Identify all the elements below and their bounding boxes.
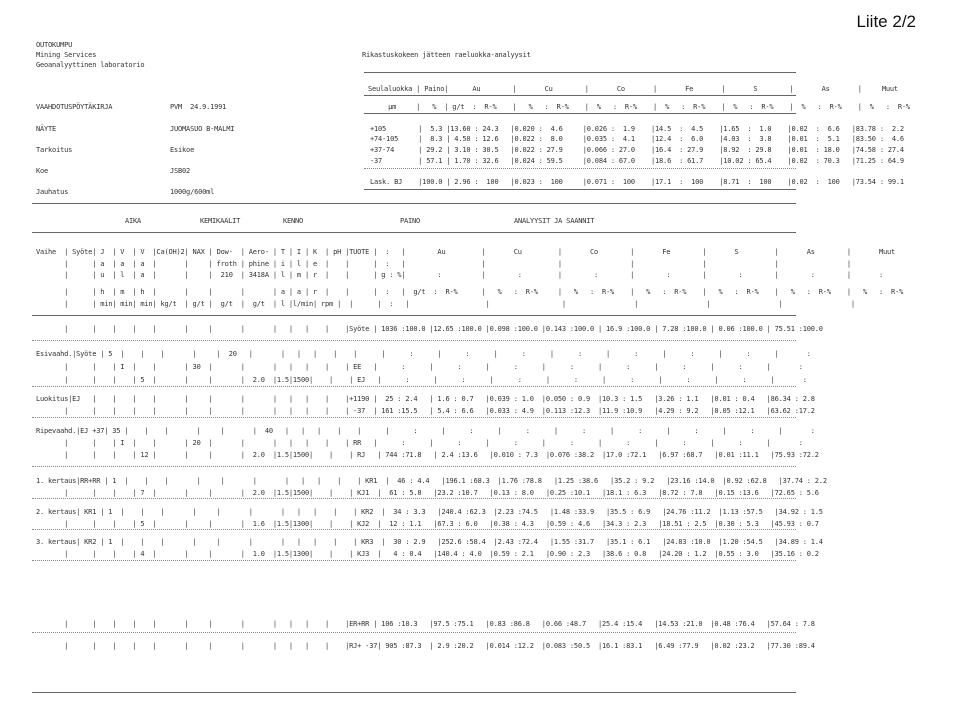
sieve-table-header-1: Seulaluokka | Paino| Au | Cu | Co | Fe | S | As | Muut: [368, 85, 898, 93]
laboratory-name: Geoanalyyttinen laboratorio: [36, 61, 145, 69]
group-header-chemicals: KEMIKAALIT: [200, 217, 241, 225]
column-header-row: | | a | a | a | | | froth | phine | i | l | e | | | : | | | | | | |: [36, 260, 851, 268]
table-row: 2. kertaus| KR1 | 1 | | | | | | | | | | | KR2 | 34 : 3.3 |240.4 :62.3 |2.23 :74.5 |1.48 :33.9 |35.5 : 6.9 |24.76 :11.2 |1.13 :57.5 |34.92 : 1.5: [36, 508, 823, 516]
company-division: Mining Services: [36, 51, 97, 59]
info-value-date: PVM 24.9.1991: [170, 103, 227, 111]
sieve-table-top-rule: [364, 72, 796, 73]
table-row: | | | I | | | 30 | | | | | | | EE | : | : | : | : | : | : | : | :: [36, 363, 803, 371]
info-label-sample: NÄYTE: [36, 125, 57, 133]
sieve-row: -37 | 57.1 | 1.70 : 32.6 |0.024 : 59.5 |0.084 : 67.0 |18.6 : 61.7 |10.02 : 65.4 |0.02 : 70.3 |71.25 : 64.9: [370, 157, 904, 165]
table-row: | | | | 7 | | | | 2.0 |1.5|1500| | | KJ1 | 61 : 5.8 |23.2 :10.7 |0.13 : 8.0 |0.25 :10.1 |18.1 : 6.3 |8.72 : 7.8 |0.15 :13.6 |72.65 : 5.6: [36, 489, 819, 497]
stage-separator: [32, 386, 796, 387]
stage-separator: [32, 632, 796, 633]
attachment-label: Liite 2/2: [856, 12, 916, 31]
table-row: | | | I | | | 20 | | | | | | | RR | : | : | : | : | : | : | : | :: [36, 439, 803, 447]
table-row: | | | | | | | | | | | | |ER+RR | 106 :10.3 |97.5 :75.1 |0.83 :86.8 |0.66 :48.7 |25.4 :15.4 |14.53 :21.0 |0.48 :76.4 |57.64 : 7.8: [36, 620, 815, 628]
stage-separator: [32, 340, 796, 341]
table-row: Esivaahd.|Syöte | 5 | | | | | 20 | | | | | | | : | : | : | : | : | : | : | :: [36, 350, 811, 358]
column-header-row: | | u | l | a | | | 210 | 3418A | l | m | r | | | g : %| : | : | : | : | : | : | :: [36, 271, 884, 279]
info-label-grinding: Jauhatus: [36, 188, 69, 196]
main-table-rule: [32, 232, 796, 233]
sieve-row: +74-105 | 8.3 | 4.50 : 12.6 |0.022 : 8.0 |0.035 : 4.1 |12.4 : 6.0 |4.03 : 3.8 |0.01 : 5.1 |83.50 : 4.6: [370, 135, 904, 143]
table-row: | | | | 4 | | | | 1.0 |1.5|1300| | | KJ3 | 4 : 0.4 |140.4 : 4.0 |0.59 : 2.1 |0.90 : 2.3 |38.6 : 0.8 |24.20 : 1.2 |0.55 : 3.0 |35.16 : 0.2: [36, 550, 819, 558]
table-row: Luokitus|EJ | | | | | | | | | | | |+1190 | 25 : 2.4 | 1.6 : 0.7 |0.039 : 1.0 |0.050 : 0.9 |10.3 : 1.5 |3.26 : 1.1 |0.01 : 0.4 |86.34 : 2.8: [36, 395, 815, 403]
table-row: | | | | 5 | | | | 2.0 |1.5|1500| | | EJ | : | : | : | : | : | : | : | :: [36, 376, 807, 384]
sieve-table-rule: [364, 113, 796, 114]
sieve-row: +105 | 5.3 |13.60 : 24.3 |0.020 : 4.6 |0.026 : 1.9 |14.5 : 4.5 |1.65 : 1.0 |0.02 : 6.6 |83.78 : 2.2: [370, 125, 904, 133]
info-value-purpose: Esikoe: [170, 146, 195, 154]
table-row: Ripevaahd.|EJ +37| 35 | | | | | | 40 | | | | | | : | : | : | : | : | : | : | :: [36, 427, 815, 435]
column-header-row: | | min| min| min| kg/t | g/t | g/t | g/t | l |l/min| rpm | | | : | | | | | | |: [36, 300, 855, 308]
group-header-cell: KENNO: [283, 217, 304, 225]
stage-separator: [32, 466, 796, 467]
table-row: | | | | 5 | | | | 1.6 |1.5|1300| | | KJ2 | 12 : 1.1 |67.3 : 6.0 |0.38 : 4.3 |0.59 : 4.6 |34.3 : 2.3 |18.51 : 2.5 |0.30 : 5.3 |45.93 : 0.7: [36, 520, 819, 528]
stage-separator: [32, 560, 796, 561]
stage-separator: [32, 417, 796, 418]
stage-separator: [32, 529, 796, 530]
main-table-bottom-rule: [32, 692, 796, 693]
table-row: 3. kertaus| KR2 | 1 | | | | | | | | | | | KR3 | 30 : 2.9 |252.6 :58.4 |2.43 :72.4 |1.55 :31.7 |35.1 : 6.1 |24.83 :10.0 |1.20 :54.5 |34.89 : 1.4: [36, 538, 823, 546]
column-header-row: | | h | m | h | | | | | a | a | r | | | : | g/t : R-% | % : R-% | % : R-% | % : R-% | % : R-% | % : R-% | % : R-%: [36, 288, 904, 296]
table-row: | | | | | | | | | | | | | -37 | 161 :15.5 | 5.4 : 6.6 |0.033 : 4.9 |0.113 :12.3 |11.9 :10.9 |4.29 : 9.2 |0.05 :12.1 |63.62 :17.2: [36, 407, 815, 415]
group-header-time: AIKA: [125, 217, 142, 225]
table-row: | | | | | | | | | | | | |Syöte | 1036 :100.0 |12.65 :100.0 |0.098 :100.0 |0.143 :100.0 | 16.9 :100.0 | 7.28 :100.0 | 0.06 :100.0 | 75.51 :100.0: [36, 325, 823, 333]
info-value-test: JSB02: [170, 167, 191, 175]
company-name: OUTOKUMPU: [36, 41, 73, 49]
column-header-row: Vaihe | Syöte| J | V | V |Ca(OH)2| NAX | Dow- | Aero- | T | I | K | pH |TUOTE | : | Au | Cu | Co | Fe | S | As | Muut: [36, 248, 896, 256]
main-table-header-bottom-rule: [32, 315, 796, 316]
stage-separator: [32, 498, 796, 499]
info-label-test: Koe: [36, 167, 49, 175]
main-table-top-rule: [32, 203, 796, 204]
group-header-weight: PAINO: [400, 217, 421, 225]
sieve-table-rule: [364, 95, 796, 96]
group-header-analyses: ANALYYSIT JA SAANNIT: [514, 217, 595, 225]
info-label-purpose: Tarkoitus: [36, 146, 73, 154]
sieve-table-dotted-rule: [364, 168, 796, 169]
table-row: 1. kertaus|RR+RR | 1 | | | | | | | | | | | KR1 | 46 : 4.4 |196.1 :68.3 |1.76 :78.8 |1.25 :38.6 |35.2 : 9.2 |23.16 :14.0 |0.92 :62.8 |37.74 : 2.2: [36, 477, 827, 485]
info-value-grinding: 1000g/600ml: [170, 188, 215, 196]
table-row: | | | | | | | | | | | | |RJ+ -37| 905 :87.3 | 2.9 :20.2 |0.014 :12.2 |0.083 :50.5 |16.1 :83.1 |6.49 :77.9 |0.02 :23.2 |77.30 :89.4: [36, 642, 815, 650]
sieve-row-total: Lask. BJ |100.0 | 2.96 : 100 |0.023 : 100 |0.071 : 100 |17.1 : 100 |8.71 : 100 |0.02 : 100 |73.54 : 99.1: [370, 178, 904, 186]
info-label-protocol: VAAHDOTUSPÖYTÄKIRJA: [36, 103, 113, 111]
sieve-table-bottom-rule: [364, 189, 796, 190]
sieve-table-header-2: µm | % | g/t : R-% | % : R-% | % : R-% | % : R-% | % : R-% | % : R-% | % : R-%: [368, 103, 910, 111]
table-row: | | | | 12 | | | | 2.0 |1.5|1500| | | RJ | 744 :71.8 | 2.4 :13.6 |0.010 : 7.3 |0.076 :38.2 |17.0 :72.1 |6.97 :68.7 |0.01 :11.1 |75.93 :72.2: [36, 451, 819, 459]
info-value-sample: JUOMASUO B-MALMI: [170, 125, 235, 133]
document-title: Rikastuskokeen jätteen raeluokka-analyysit: [362, 51, 531, 59]
sieve-row: +37-74 | 29.2 | 3.10 : 30.5 |0.022 : 27.9 |0.066 : 27.0 |16.4 : 27.9 |8.92 : 29.8 |0.01 : 18.0 |74.58 : 27.4: [370, 146, 904, 154]
